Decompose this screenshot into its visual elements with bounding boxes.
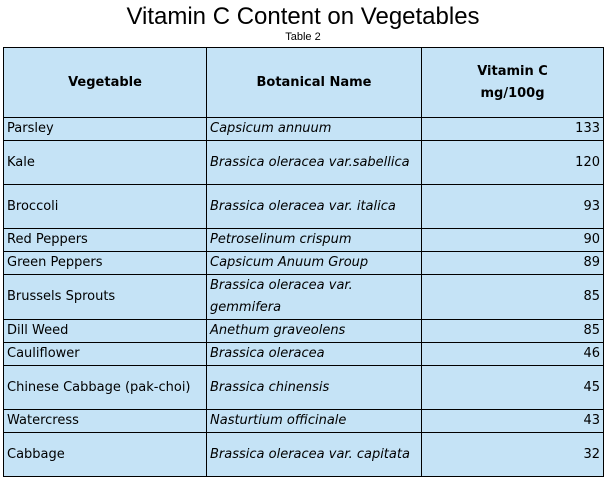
botanical-name-cell: Brassica oleracea xyxy=(207,343,422,366)
vegetable-cell: Brussels Sprouts xyxy=(4,275,207,320)
vitamin-c-cell: 45 xyxy=(422,366,604,410)
column-header-vitamin-c-label: Vitamin C xyxy=(477,63,548,79)
vegetable-cell: Parsley xyxy=(4,118,207,141)
page-title: Vitamin C Content on Vegetables xyxy=(126,3,480,30)
vitamin-c-cell: 85 xyxy=(422,275,604,320)
botanical-name-cell: Brassica oleracea var. italica xyxy=(207,185,422,229)
botanical-name-cell: Brassica oleracea var. capitata xyxy=(207,433,422,477)
column-header-vitamin-c xyxy=(422,48,604,118)
vitamin-c-cell: 120 xyxy=(422,141,604,185)
table-row xyxy=(4,229,604,252)
vitamin-c-cell: 133 xyxy=(422,118,604,141)
vegetable-cell: Cauliflower xyxy=(4,343,207,366)
table-row xyxy=(4,366,604,410)
table-caption: Table 2 xyxy=(285,31,321,43)
vitamin-c-table xyxy=(3,47,604,477)
vegetable-cell: Chinese Cabbage (pak-choi) xyxy=(4,366,207,410)
table-header-row xyxy=(4,48,604,118)
botanical-name-cell: Nasturtium officinale xyxy=(207,410,422,433)
table-row xyxy=(4,410,604,433)
vitamin-c-cell: 90 xyxy=(422,229,604,252)
botanical-name-cell: Capsicum Anuum Group xyxy=(207,252,422,275)
vegetable-cell: Kale xyxy=(4,141,207,185)
table-row xyxy=(4,343,604,366)
vitamin-c-cell: 32 xyxy=(422,433,604,477)
botanical-name-cell: Brassica chinensis xyxy=(207,366,422,410)
botanical-name-cell: Petroselinum crispum xyxy=(207,229,422,252)
botanical-name-cell: Capsicum annuum xyxy=(207,118,422,141)
table-row xyxy=(4,118,604,141)
vegetable-cell: Watercress xyxy=(4,410,207,433)
vitamin-c-cell: 46 xyxy=(422,343,604,366)
table-row xyxy=(4,320,604,343)
vegetable-cell: Cabbage xyxy=(4,433,207,477)
vitamin-c-cell: 85 xyxy=(422,320,604,343)
column-header-botanical-name: Botanical Name xyxy=(207,48,422,118)
column-header-vegetable: Vegetable xyxy=(4,48,207,118)
vegetable-cell: Red Peppers xyxy=(4,229,207,252)
column-header-vitamin-c-unit: mg/100g xyxy=(480,85,545,101)
vegetable-cell: Green Peppers xyxy=(4,252,207,275)
vitamin-c-cell: 43 xyxy=(422,410,604,433)
vegetable-cell: Broccoli xyxy=(4,185,207,229)
botanical-name-cell: Brassica oleracea var.sabellica xyxy=(207,141,422,185)
table-row xyxy=(4,252,604,275)
table-row xyxy=(4,433,604,477)
table-row xyxy=(4,275,604,320)
table-row xyxy=(4,185,604,229)
vitamin-c-cell: 89 xyxy=(422,252,604,275)
vegetable-cell: Dill Weed xyxy=(4,320,207,343)
vitamin-c-cell: 93 xyxy=(422,185,604,229)
table-row xyxy=(4,141,604,185)
botanical-name-cell: Brassica oleracea var. gemmifera xyxy=(207,275,422,320)
botanical-name-cell: Anethum graveolens xyxy=(207,320,422,343)
